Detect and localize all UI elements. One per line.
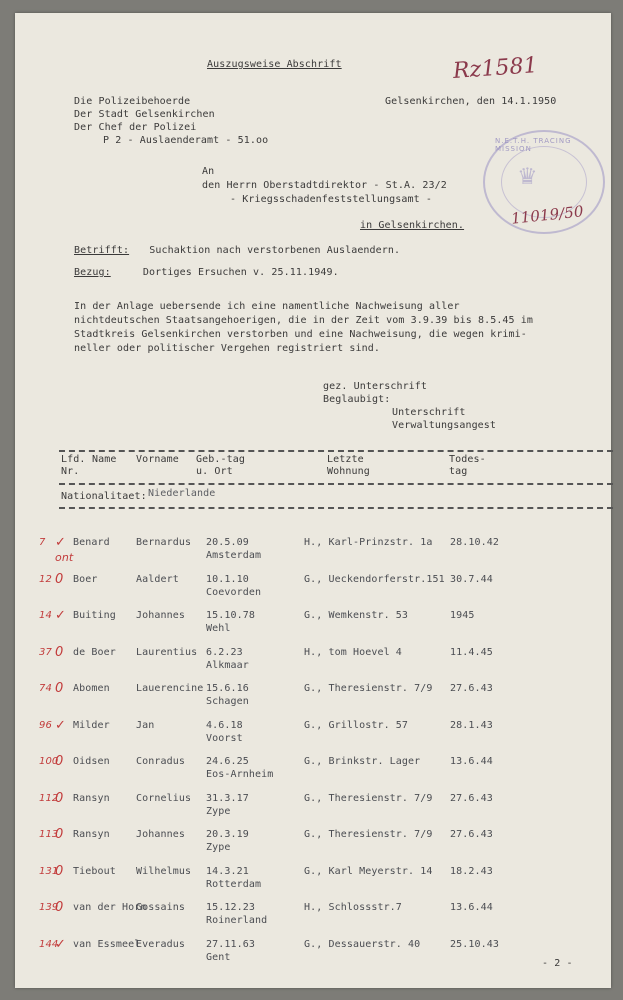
row-name: Boer (73, 573, 98, 585)
row-last-address: G., Ueckendorferstr.151 (304, 573, 445, 585)
row-death-date: 13.6.44 (450, 756, 493, 767)
row-name: Milder (73, 719, 110, 731)
recipient-line-3: - Kriegsschadenfeststellungsamt - (230, 194, 432, 205)
row-check-mark: ✓ (55, 608, 66, 623)
row-check-mark: 0 (55, 754, 64, 769)
row-birth-date: 31.3.17 (206, 792, 249, 804)
table-row (15, 537, 611, 569)
row-number: 7 (39, 537, 46, 548)
bezug-label: Bezug: (74, 267, 111, 278)
row-death-date: 13.6.44 (450, 902, 493, 913)
table-section-rule (59, 507, 613, 509)
row-last-address: G., Grillostr. 57 (304, 719, 409, 731)
row-death-date: 1945 (450, 610, 475, 621)
signature-line-2: Beglaubigt: (323, 394, 391, 405)
row-birth-date: 10.1.10 (206, 573, 249, 585)
table-row (15, 829, 611, 861)
row-name: de Boer (73, 646, 116, 658)
row-check-mark: 0 (55, 863, 64, 879)
row-death-date: 18.2.43 (450, 865, 493, 877)
row-birth-date: 24.6.25 (206, 756, 249, 767)
row-number: 131 (39, 865, 59, 877)
row-check-mark: 0 (55, 644, 64, 660)
row-birth-place: Schagen (206, 696, 249, 707)
table-row (15, 902, 611, 934)
row-vorname: Aaldert (136, 573, 179, 585)
document-title: Auszugsweise Abschrift (207, 59, 342, 70)
row-death-date: 11.4.45 (450, 646, 493, 658)
row-vorname: Cornelius (136, 792, 192, 804)
row-vorname: Everadus (136, 938, 185, 950)
bezug-text: Dortiges Ersuchen v. 25.11.1949. (142, 267, 339, 278)
row-name: Buiting (73, 610, 116, 621)
row-birth-place: Coevorden (206, 586, 262, 598)
row-last-address: H., Karl-Prinzstr. 1a (304, 537, 433, 548)
row-check-mark: ✓ (55, 936, 66, 952)
row-number: 112 (39, 792, 59, 804)
row-vorname: Conradus (136, 756, 185, 767)
table-row (15, 683, 611, 715)
row-name: Oidsen (73, 756, 110, 767)
body-line-1: In der Anlage uebersende ich eine namentliche Nachweisung aller (74, 301, 460, 312)
recipient-city: in Gelsenkirchen. (360, 220, 465, 231)
row-vorname: Lauerencine (136, 683, 204, 694)
row-death-date: 25.10.43 (450, 938, 499, 950)
nationality-value: Niederlande (148, 488, 216, 499)
sender-line-4: P 2 - Auslaenderamt - 51.oo (103, 135, 269, 146)
row-name: Benard (73, 537, 110, 548)
sender-line-1: Die Polizeibehoerde (74, 96, 191, 107)
crest-icon: ♛ (519, 158, 536, 191)
row-check-mark: 0 (55, 790, 64, 806)
row-birth-date: 14.3.21 (206, 865, 249, 877)
stamp-file-number: 11019/50 (510, 202, 585, 228)
row-check-mark: 0 (55, 900, 64, 915)
row-last-address: G., Theresienstr. 7/9 (304, 683, 433, 694)
row-name: Ransyn (73, 829, 110, 840)
row-birth-date: 6.2.23 (206, 646, 243, 658)
row-birth-place: Rotterdam (206, 878, 262, 890)
row-note: ont (55, 551, 74, 564)
col-header-name: Name (92, 454, 117, 465)
row-vorname: Johannes (136, 829, 185, 840)
row-birth-date: 4.6.18 (206, 719, 243, 731)
row-birth-date: 15.10.78 (206, 610, 255, 621)
row-death-date: 30.7.44 (450, 573, 493, 585)
row-death-date: 27.6.43 (450, 829, 493, 840)
col-header-wohnung: Letzte Wohnung (327, 454, 370, 477)
row-number: 100 (39, 756, 59, 767)
row-number: 96 (39, 719, 52, 731)
row-check-mark: 0 (55, 827, 64, 842)
row-number: 37 (39, 646, 52, 658)
row-number: 74 (39, 683, 52, 694)
row-birth-place: Wehl (206, 623, 231, 634)
row-name: van Essmeel (73, 938, 141, 950)
signature-line-1: gez. Unterschrift (323, 381, 428, 392)
row-last-address: G., Dessauerstr. 40 (304, 938, 421, 950)
row-vorname: Laurentius (136, 646, 198, 658)
table-header-rule (59, 483, 613, 485)
row-last-address: H., Schlossstr.7 (304, 902, 402, 913)
sender-line-3: Der Chef der Polizei (74, 122, 197, 133)
row-number: 14 (39, 610, 52, 621)
row-last-address: G., Brinkstr. Lager (304, 756, 421, 767)
row-last-address: H., tom Hoevel 4 (304, 646, 402, 658)
row-birth-date: 20.3.19 (206, 829, 249, 840)
table-row (15, 756, 611, 788)
row-birth-place: Eos-Arnheim (206, 769, 274, 780)
row-name: Tiebout (73, 865, 116, 877)
nationality-label: Nationalitaet: (61, 491, 147, 502)
recipient-line-2: den Herrn Oberstadtdirektor - St.A. 23/2 (202, 180, 447, 191)
row-number: 12 (39, 573, 52, 585)
row-birth-date: 15.12.23 (206, 902, 255, 913)
row-name: Abomen (73, 683, 110, 694)
sender-line-2: Der Stadt Gelsenkirchen (74, 109, 215, 120)
row-vorname: Gossains (136, 902, 185, 913)
row-name: Ransyn (73, 792, 110, 804)
col-header-todestag: Todes- tag (449, 454, 486, 477)
signature-line-4: Verwaltungsangest (392, 420, 497, 431)
row-last-address: G., Theresienstr. 7/9 (304, 829, 433, 840)
betrifft-label: Betrifft: (74, 245, 130, 256)
row-vorname: Wilhelmus (136, 865, 192, 877)
row-number: 139 (39, 902, 59, 913)
row-number: 144 (39, 938, 59, 950)
table-row (15, 571, 611, 606)
row-birth-date: 20.5.09 (206, 537, 249, 548)
place-date: Gelsenkirchen, den 14.1.1950 (385, 96, 557, 107)
body-line-3: Stadtkreis Gelsenkirchen verstorben und eine Nachweisung, die wegen krimi- (74, 329, 527, 340)
row-name: van der Horn (73, 902, 147, 913)
row-check-mark: 0 (55, 571, 64, 587)
document-page (15, 13, 611, 988)
col-header-geb: Geb.-tag u. Ort (196, 454, 245, 477)
row-last-address: G., Wemkenstr. 53 (304, 610, 409, 621)
table-row (15, 644, 611, 679)
row-check-mark: ✓ (55, 717, 66, 733)
row-vorname: Jan (136, 719, 155, 731)
table-row (15, 610, 611, 642)
row-death-date: 27.6.43 (450, 792, 493, 804)
row-death-date: 28.10.42 (450, 537, 499, 548)
row-check-mark: ✓ (55, 535, 66, 550)
table-top-rule (59, 450, 613, 452)
signature-line-3: Unterschrift (392, 407, 466, 418)
row-check-mark: 0 (55, 681, 64, 696)
row-last-address: G., Theresienstr. 7/9 (304, 792, 433, 804)
body-line-2: nichtdeutschen Staatsangehoerigen, die in der Zeit vom 3.9.39 bis 8.5.45 im (74, 315, 534, 326)
row-vorname: Johannes (136, 610, 185, 621)
table-row (15, 936, 611, 971)
archive-number-annotation: Rz1581 (452, 53, 539, 84)
page-number: - 2 - (542, 958, 573, 969)
body-line-4: neller oder politischer Vergehen registriert sind. (74, 343, 381, 354)
table-row (15, 790, 611, 825)
row-death-date: 28.1.43 (450, 719, 493, 731)
row-birth-date: 15.6.16 (206, 683, 249, 694)
row-birth-place: Amsterdam (206, 550, 262, 561)
stamp-text: N.E.T.H. TRACING MISSION (495, 137, 572, 153)
table-row (15, 717, 611, 752)
row-number: 113 (39, 829, 59, 840)
col-header-lfd: Lfd. Nr. (61, 454, 86, 477)
row-birth-place: Zype (206, 805, 231, 817)
table-row (15, 863, 611, 898)
betrifft-text: Suchaktion nach verstorbenen Auslaendern. (149, 245, 401, 256)
row-birth-place: Zype (206, 842, 231, 853)
recipient-line-1: An (202, 166, 215, 177)
col-header-vorname: Vorname (136, 454, 179, 465)
row-last-address: G., Karl Meyerstr. 14 (304, 865, 433, 877)
row-birth-place: Voorst (206, 732, 243, 744)
row-birth-place: Roinerland (206, 915, 268, 926)
row-vorname: Bernardus (136, 537, 192, 548)
row-death-date: 27.6.43 (450, 683, 493, 694)
row-birth-place: Gent (206, 951, 231, 963)
row-birth-place: Alkmaar (206, 659, 249, 671)
row-birth-date: 27.11.63 (206, 938, 255, 950)
